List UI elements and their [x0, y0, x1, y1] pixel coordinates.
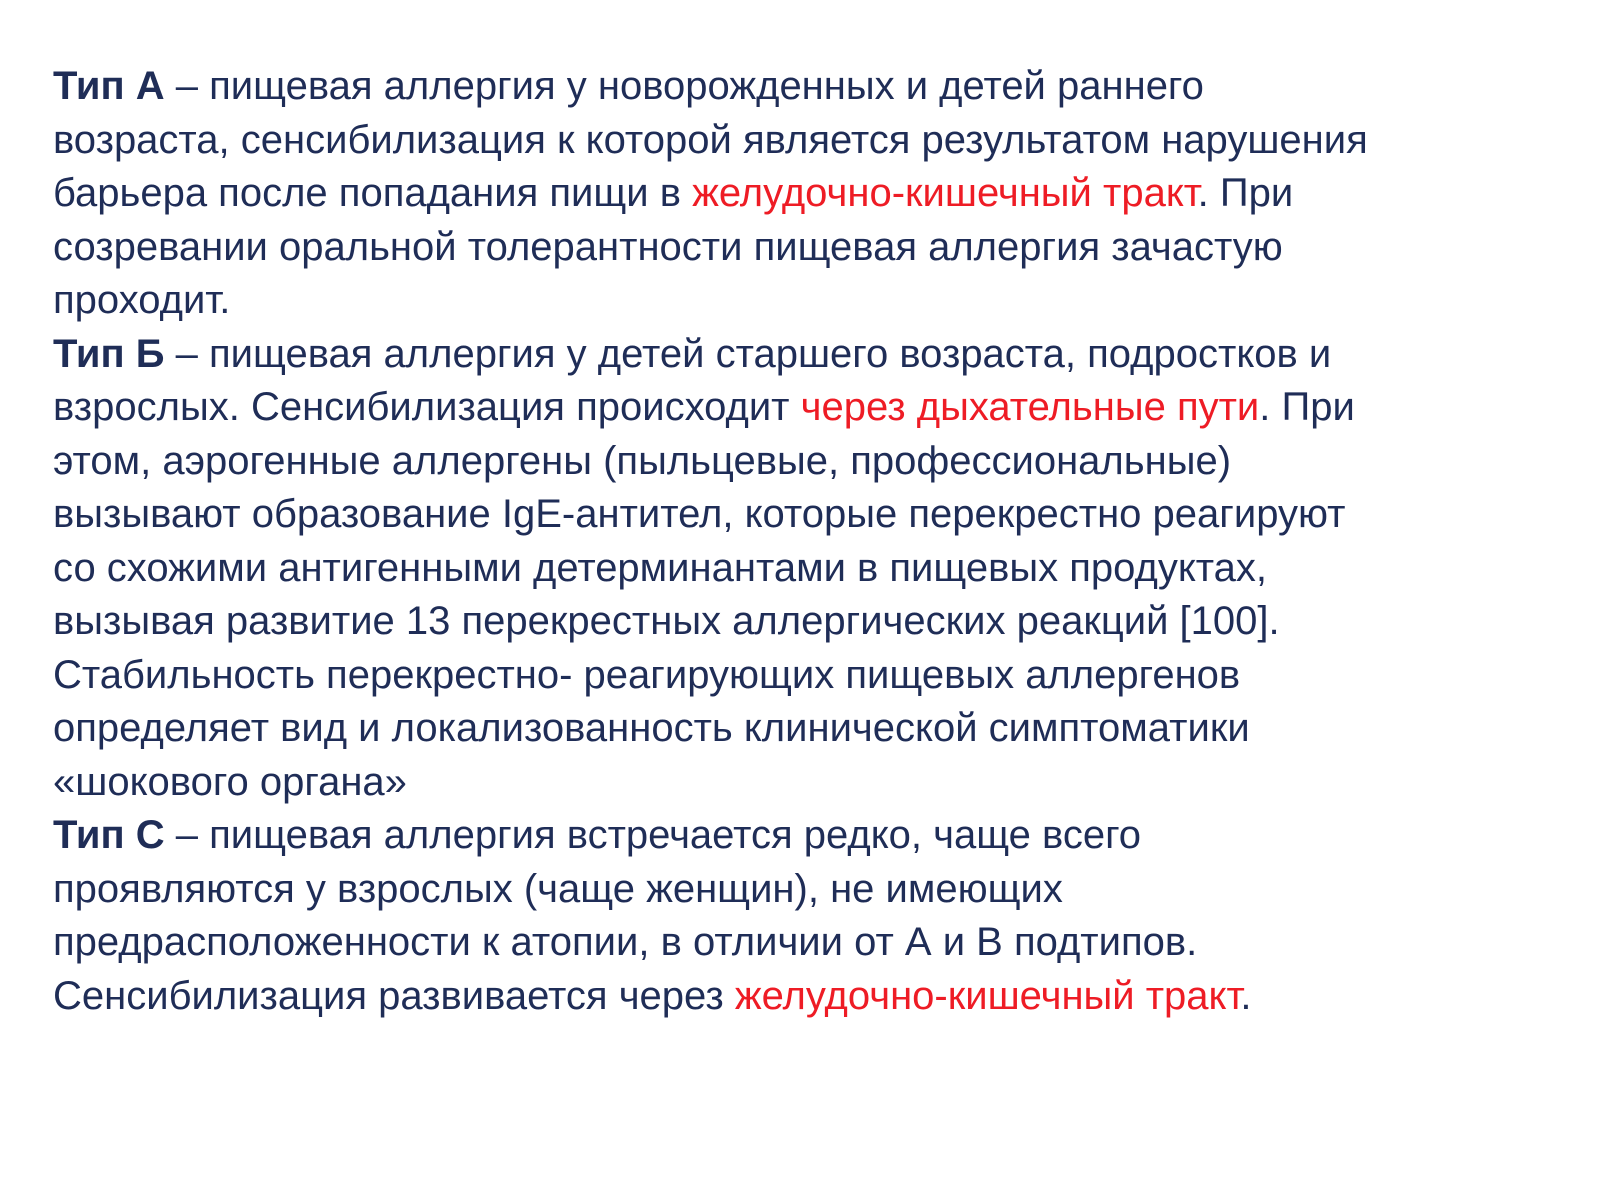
type-a-line-3-pre: барьера после попадания пищи в [53, 171, 693, 215]
type-b-line-3: этом, аэрогенные аллергены (пыльцевые, профессиональные) [53, 438, 1232, 483]
type-b-line-2-post: . При [1259, 385, 1355, 429]
type-b-line-8: определяет вид и локализованность клинической симптоматики [53, 706, 1250, 750]
type-b-line-1-text: – пищевая аллергия у детей старшего возраста, подростков и [164, 331, 1332, 376]
type-a-line-1 [53, 60, 1553, 114]
type-b-line-7: Стабильность перекрестно- реагирующих пищевых аллергенов [53, 652, 1241, 697]
type-b-line-9: «шокового органа» [53, 759, 407, 804]
type-a-line-2: возраста, сенсибилизация к которой является результатом нарушения [53, 117, 1368, 162]
type-c-line-3: предрасположенности к атопии, в отличии от А и В подтипов. [53, 920, 1198, 964]
type-c-line-4 [53, 970, 1553, 1024]
type-c-highlight-gi-tract: желудочно-кишечный тракт [734, 973, 1241, 1018]
type-b-label: Тип Б [53, 331, 165, 376]
type-b-line-6: вызывая развитие 13 перекрестных аллергических реакций [100]. [53, 599, 1280, 643]
type-c-line-4-post: . [1240, 973, 1252, 1018]
type-b-line-1 [53, 328, 1553, 382]
type-a-line-3-post: . При [1197, 171, 1294, 215]
type-b-highlight-airways: через дыхательные пути [800, 385, 1260, 429]
type-b-line-2-pre: взрослых. Сенсибилизация происходит [53, 385, 801, 429]
type-c-line-2: проявляются у взрослых (чаще женщин), не имеющих [53, 866, 1063, 911]
type-b-line-4: вызывают образование IgE-антител, которые перекрестно реагируют [53, 492, 1346, 536]
type-a-line-5: проходит. [53, 278, 231, 322]
slide-body-text [53, 60, 1553, 1023]
type-c-line-1 [53, 809, 1553, 863]
type-c-line-1-text: – пищевая аллергия встречается редко, чаще всего [164, 813, 1142, 857]
type-a-line-1-text: – пищевая аллергия у новорожденных и детей раннего [164, 64, 1204, 108]
type-c-line-4-pre: Сенсибилизация развивается через [53, 973, 735, 1018]
type-a-line-3 [53, 167, 1553, 221]
type-b-line-5: со схожими антигенными детерминантами в пищевых продуктах, [53, 545, 1268, 590]
type-a-label: Тип А [53, 64, 165, 108]
type-c-label: Тип С [53, 813, 165, 857]
type-a-line-4: созревании оральной толерантности пищевая аллергия зачастую [53, 224, 1283, 269]
type-b-line-2 [53, 381, 1553, 435]
type-a-highlight-gi-tract: желудочно-кишечный тракт [692, 171, 1198, 215]
